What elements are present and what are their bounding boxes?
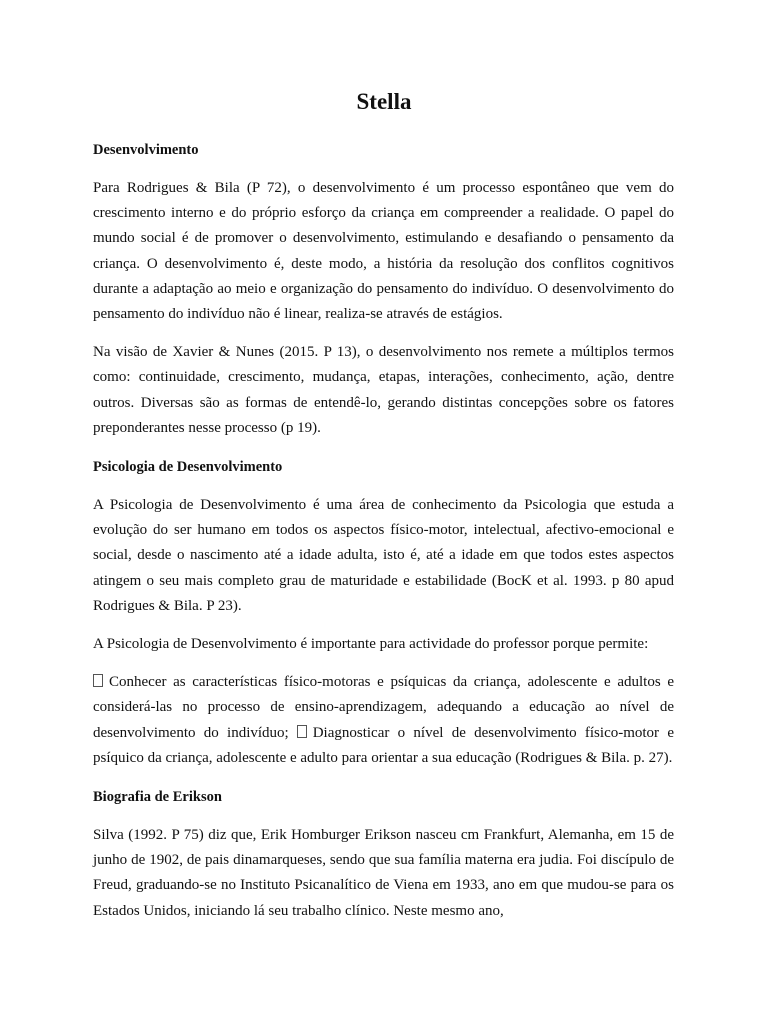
section-heading-desenvolvimento: Desenvolvimento [93,142,199,158]
document-title: Stella [356,89,412,114]
bullet-glyph-icon [297,725,307,738]
paragraph: A Psicologia de Desenvolvimento é uma área de conhecimento da Psicologia que estuda a evolução do ser humano em todos os aspectos físico-motor, intelectual, afectivo-emocional e social, desde o nascimento até a idade adulta, isto é, até a idade em que todos estes aspectos atingem o seu mais completo grau de maturidade e estabilidade (BocK et al. 1993. p 80 apud Rodrigues & Bila. P 23). [93,497,674,614]
bullet-item: Conhecer as características físico-motoras e psíquicas da criança, adolescente e adultos e considerá-las no processo de ensino-aprendizagem, adequando a educação ao nível de desenvolvimento do indivíduo; [93,674,674,741]
section-heading-biografia-de-erikson: Biografia de Erikson [93,789,222,806]
paragraph: Silva (1992. P 75) diz que, Erik Homburger Erikson nasceu cm Frankfurt, Alemanha, em 15 de junho de 1902, de pais dinamarqueses, sendo que sua família materna era judia. Foi discípulo de Freud, graduando-se no Instituto Psicanalítico de Viena em 1933, ano em que mudou-se para os Estados Unidos, iniciando lá seu trabalho clínico. Neste mesmo ano, [93,827,674,919]
paragraph: A Psicologia de Desenvolvimento é importante para actividade do professor porque permite: [93,636,649,653]
bullet-glyph-icon [93,674,103,687]
paragraph: Na visão de Xavier & Nunes (2015. P 13), o desenvolvimento nos remete a múltiplos termos como: continuidade, crescimento, mudança, etapas, interações, conhecimento, ação, dentre outros. Diversas são as formas de entendê-lo, gerando distintas concepções sobre os fatores preponderantes nesse processo (p 19). [93,344,674,436]
bullet-paragraph [93,670,674,771]
document-body [93,137,674,937]
paragraph: Para Rodrigues & Bila (P 72), o desenvolvimento é um processo espontâneo que vem do crescimento interno e do próprio esforço da criança em compreender a realidade. O papel do mundo social é de promover o desenvolvimento, estimulando e desafiando o pensamento da criança. O desenvolvimento é, deste modo, a história da resolução dos conflitos cognitivos durante a adaptação ao meio e organização do pensamento do indivíduo. O desenvolvimento do pensamento do indivíduo não é linear, realiza-se através de estágios. [93,180,674,323]
bullet-item: Diagnosticar o nível de desenvolvimento físico-motor e psíquico da criança, adolescente e adulto para orientar a sua educação (Rodrigues & Bila. p. 27). [93,724,674,766]
section-heading-psicologia-de-desenvolvimento: Psicologia de Desenvolvimento [93,459,283,476]
